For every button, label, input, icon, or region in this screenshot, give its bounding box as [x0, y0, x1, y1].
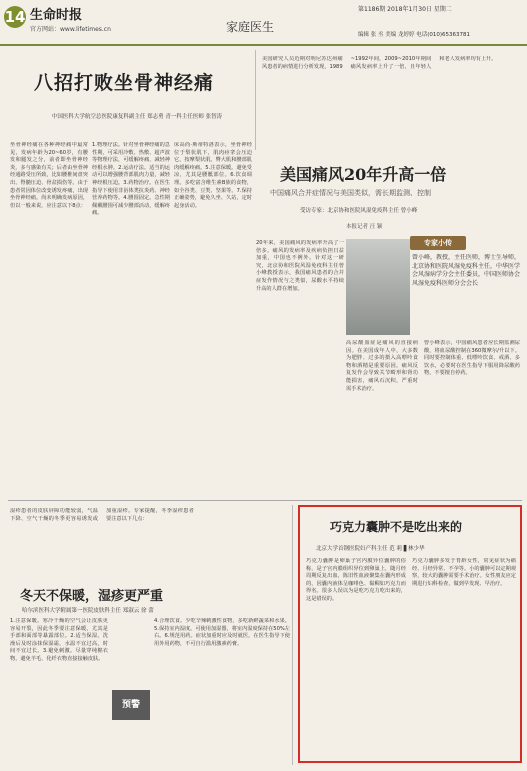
editor-info: 编辑 张 丞 美编 龙婷婷 电话(010)65363781: [358, 32, 471, 38]
website-url[interactable]: 官方网站：www.lifetimes.cn: [30, 26, 111, 33]
expert-bio-tag: 专家小传: [410, 236, 466, 250]
article-title-chocolate-cyst: 巧克力囊肿不是吃出来的: [330, 520, 463, 534]
section-divider: [8, 500, 522, 501]
issue-info: 第1186期 2018年1月30日 星期二: [358, 6, 452, 13]
article-byline: 中国医科大学航空总医院康复科副主任 郑志勇 青一科主任医师 张智涛: [51, 114, 223, 120]
newspaper-logo: 生命时报: [30, 8, 83, 23]
column-divider: [255, 50, 256, 150]
article-lead: 美国研究人员近期对明尼苏达州痛风患者的病情进行分析发现，1989~1992年间，2009~2010年期间痛风发病率上升了一倍，且年轻人和老人发病率均有上升。: [262, 56, 497, 70]
article-body: 巧克力囊肿多发于育龄女性，常见症状为痛经、月经异常、不孕等。小的囊肿可以定期观察，较大的囊肿需要手术治疗。女性朋友应定期进行妇科检查，做到早发现、早治疗。: [412, 558, 516, 587]
article-body: 1.注意保暖。寒冷干燥的空气会让皮肤更容易开裂，因此冬季要注意保暖，尤其是手部和面部等暴露部位。2.适当保湿。洗澡后及时涂抹保湿霜，水温不宜过高，时间不宜过长。3.避免刺激。尽量穿纯棉衣物，避免羊毛、化纤衣物直接接触皮肤。: [10, 618, 108, 662]
article-body: 4.合理饮食。少吃辛辣刺激性食物，多吃新鲜蔬菜和水果。5.保持室内湿度。可使用加湿器，将室内湿度保持在50%左右。6.规范用药。症状加重时应及时就医，在医生指导下使用外用药物，不可自行滥用激素药膏。: [154, 618, 290, 647]
article-title-sciatica: 八招打败坐骨神经痛: [34, 72, 215, 94]
article-body: 巧克力囊肿是卵巢子宫内膜异位囊肿的俗称，是子宫内膜组织异位到卵巢上，随月经周期反复出血，陈旧性血液聚集在囊内形成的，因囊内液体呈咖啡色、黏稠如巧克力而得名。很多人误以为是吃巧克力吃出来的，这是错误的。: [306, 558, 406, 602]
article-title-eczema: 冬天不保暖，湿疹更严重: [20, 589, 164, 604]
article-body: 1.物理疗法。针对坐骨神经痛的急性期，可采用冷敷、热敷、超声波等物理疗法，可缓解疼痛、减轻神经根水肿。2.运动疗法。适当的运动可以增强腰背部肌肉力量，减轻神经根压迫。3.药物治疗。在医生指导下使用非甾体类抗炎药、神经营养药物等。4.腰围固定。急性期佩戴腰围可减少腰部活动，缓解疼痛。: [92, 142, 170, 217]
article-byline: 北京大学首钢医院妇产科主任 范 莉 ▋林少华: [316, 546, 425, 552]
article-body: 床高尚·斯蒂特洛表示，坐骨神经位于梨状肌下，肌肉痉挛会压迫它，按摩梨状肌，臀大肌和腰部肌肉缓解疼痛。5.注意保暖。避免受凉，尤其是腰骶部位。6.饮食调理。多吃富含维生素B族的食物，如全谷类、豆类、坚果等。7.保持正确姿势，避免久坐、久站，定时起身活动。: [174, 142, 252, 209]
reporter-name: 本报记者 汪 颖: [346, 224, 383, 230]
page-number: 14: [4, 8, 26, 26]
section-title: 家庭医生: [226, 20, 275, 34]
article-body: 曾小峰表示，中国痛风患者应长期监测尿酸，将血尿酸控制在360微摩尔/升以下。同时要控制体重、低嘌呤饮食、戒酒、多饮水，必要时在医生指导下服用降尿酸药物，不要擅自停药。: [424, 340, 520, 377]
column-divider: [292, 505, 293, 765]
article-lead: 湿疹患者的皮肤屏障功能较弱，气温下降、空气干燥的冬季更容易诱发或加重湿疹。专家提醒，冬季湿疹患者要注意以下几点：: [10, 508, 194, 522]
warning-badge: 预警: [112, 690, 150, 720]
article-body: 坐骨神经痛在各种神经痛中最常见，发病年龄为20~60岁，有腰发和腿发之分，前者即坐骨神经炎，多与感染有关；后者由坐骨神经通路受压所致，比如腰椎间盘突出、脊髓压迫、骨盆损伤等。由于患者常因体位改变诱发疼痛，出现坐骨神经痛。尚未明确发病原因，但以一般来说，应注意以下8点：: [10, 142, 88, 209]
article-body: 20年来，美国痛风的发病率升高了一倍多。痛风的发病率及疾病负担日益加重，中国也不例外。针对这一研究，北京协和医院风湿免疫科主任曾小峰教授表示，我国痛风患者的合并症发作情况与之类似，尿酸水平持续升高的人群在增加。: [256, 240, 344, 292]
article-byline: 受访专家：北京协和医院风湿免疫科主任 曾小峰: [300, 208, 418, 214]
article-byline: 哈尔滨医科大学附属第一医院皮肤科主任 郑淑云 徐 蕾: [22, 608, 154, 614]
article-title-gout: 美国痛风20年升高一倍: [280, 165, 447, 184]
article-body: 高尿酸血症是痛风的直接病因。在美国成年人中，大多数为肥胖、过多的摄入高嘌呤食物和酒精是重要原因。痛风反复发作会导致关节畸形和肾功能损害，痛风石沉积，严重时需手术治疗。: [346, 340, 418, 392]
article-subtitle: 中国痛风合并症情况与美国类似，需长期监测、控制: [270, 189, 431, 197]
expert-photo: [346, 239, 410, 335]
expert-bio: 曾小峰，教授，主任医师，博士生导师，北京协和医院风湿免疫科主任，中华医学会风湿病学分会主任委员，中国医师协会风湿免疫科医师分会会长: [412, 254, 520, 287]
